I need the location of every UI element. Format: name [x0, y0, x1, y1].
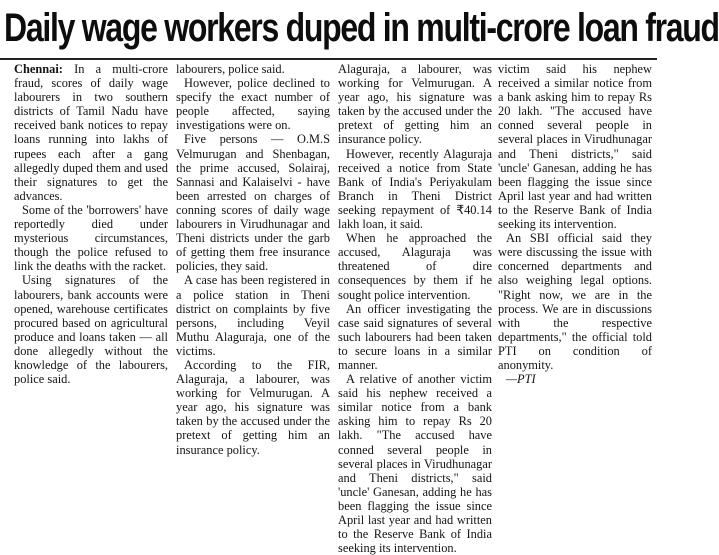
- paragraph-1: [14, 62, 168, 203]
- paragraph-1-text: In a multi-crore fraud, scores of daily wage labourers in two southern districts of Tamil Nadu have received bank notices to repay loans running into lakhs of rupees each after a gang allegedly duped them and used their signatures to get the advances.: [14, 62, 168, 203]
- dateline: Chennai:: [14, 62, 63, 76]
- paragraph-9: When he approached the accused, Alaguraja was threatened of dire consequences by them if he sought police intervention.: [338, 231, 492, 302]
- column-3: [338, 62, 492, 555]
- paragraph-10: An officer investigating the case said signatures of several such labourers had been taken to secure loans in a similar manner.: [338, 301, 492, 372]
- column-1: [14, 62, 168, 450]
- paragraph-11-continued: victim said his nephew received a similar notice from a bank asking him to repay Rs 20 lakh. "The accused have conned several people in several places in Virudhunagar and Theni districts," said 'uncle' Ganesan, adding he has been flagging the issue since April last year and had written to the Reserve Bank of India seeking its intervention.: [498, 62, 652, 232]
- paragraph-4: However, police declined to specify the exact number of people affected, saying investigations were on.: [176, 76, 330, 133]
- column-2: [176, 62, 330, 457]
- paragraph-3-continued: labourers, police said.: [176, 62, 285, 76]
- paragraph-12: An SBI official said they were discussing the issue with concerned departments and also weighing legal options. "Right now, we are in the process. We are in discussions with the respective departments," the official told PTI on condition of anonymity.: [498, 231, 652, 372]
- paragraph-8: However, recently Alaguraja received a notice from State Bank of India's Periyakulam Branch in Theni District seeking repayment of ₹40.14 lakh loan, it said.: [338, 146, 492, 232]
- paragraph-3: Using signatures of the labourers, bank accounts were opened, warehouse certificates procured based on agricultural produce and loans taken — all done allegedly without the knowledge of the labourers, police said.: [14, 273, 168, 387]
- headline: Daily wage workers duped in multi-crore loan fraud: [4, 6, 719, 50]
- paragraph-11: A relative of another victim said his nephew received a similar notice from a bank asking him to repay Rs 20 lakh. "The accused have conned several people in several places in Virudhunagar and Theni districts," said 'uncle' Ganesan, adding he has been flagging the issue since April last year and had written to the Reserve Bank of India seeking its intervention.: [338, 372, 492, 555]
- paragraph-7: According to the FIR, Alaguraja, a labourer, was working for Velmurugan. A year ago, his signature was taken by the accused under the pretext of getting him an insurance policy.: [176, 357, 330, 457]
- column-4: [498, 62, 652, 450]
- paragraph-2: Some of the 'borrowers' have reportedly died under mysterious circumstances, though the police refused to link the deaths with the racket.: [14, 202, 168, 274]
- paragraph-5: Five persons — O.M.S Velmurugan and Shenbagan, the prime accused, Solairaj, Sannasi and Kalaiselvi - have been arrested on charges of conning scores of daily wage labourers in Virudhunagar and Theni districts under the garb of getting them free insurance policies, they said.: [176, 132, 330, 274]
- paragraph-7-continued: Alaguraja, a labourer, was working for Velmurugan. A year ago, his signature was taken by the accused under the pretext of getting him an insurance policy.: [338, 62, 492, 147]
- wire-credit: —PTI: [506, 372, 536, 387]
- paragraph-6: A case has been registered in a police station in Theni district on complaints by five persons, including Veyil Muthu Alaguraja, one of the victims.: [176, 273, 330, 358]
- headline-rule: [0, 58, 657, 60]
